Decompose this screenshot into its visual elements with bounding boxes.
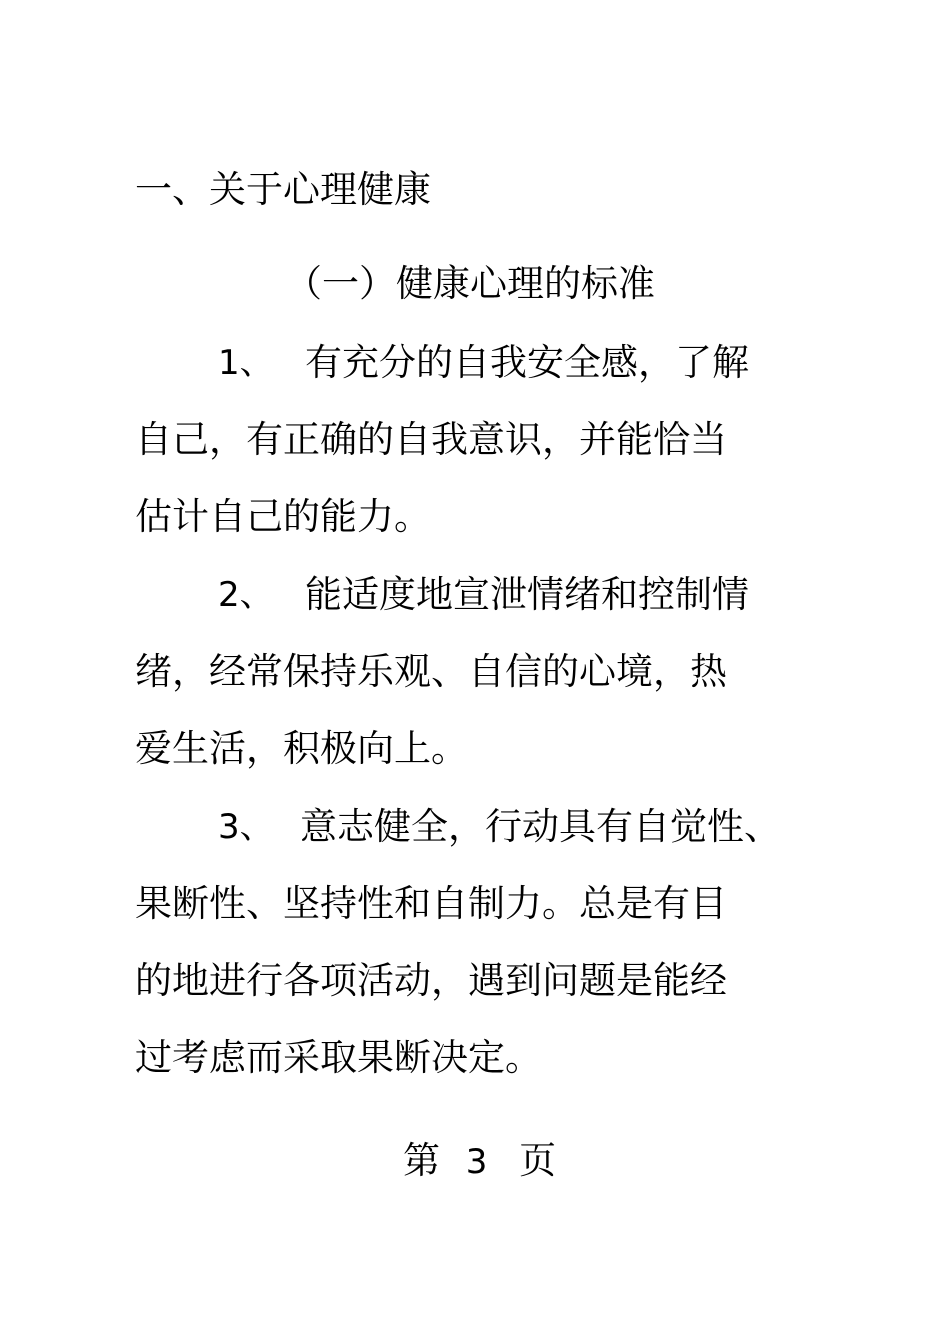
section-heading: 一、关于心理健康 bbox=[135, 168, 431, 211]
item-1-line-1: 有充分的自我安全感，了解 bbox=[305, 341, 749, 384]
item-2-line-1: 能适度地宣泄情绪和控制情 bbox=[305, 573, 749, 616]
page-footer bbox=[403, 1141, 556, 1182]
item-3-line-3: 的地进行各项活动，遇到问题是能经 bbox=[135, 959, 727, 1002]
footer-prefix: 第 bbox=[403, 1139, 440, 1182]
item-2-line-3: 爱生活，积极向上。 bbox=[135, 727, 468, 770]
item-3-line-1: 意志健全，行动具有自觉性、 bbox=[300, 805, 781, 848]
item-3-line-2: 果断性、坚持性和自制力。总是有目 bbox=[135, 882, 727, 925]
item-2-line-2: 绪，经常保持乐观、自信的心境，热 bbox=[135, 650, 727, 693]
page-number: 3 bbox=[465, 1142, 488, 1182]
item-3-line-4: 过考虑而采取果断决定。 bbox=[135, 1036, 542, 1079]
item-2-number: 2、 bbox=[218, 575, 274, 615]
item-1-line-2: 自己，有正确的自我意识，并能恰当 bbox=[135, 418, 727, 461]
item-1-number: 1、 bbox=[218, 343, 274, 383]
item-1-line-3: 估计自己的能力。 bbox=[135, 495, 431, 538]
item-3-number: 3、 bbox=[218, 807, 274, 847]
footer-suffix: 页 bbox=[519, 1139, 557, 1182]
subsection-heading: （一）健康心理的标准 bbox=[285, 262, 655, 305]
